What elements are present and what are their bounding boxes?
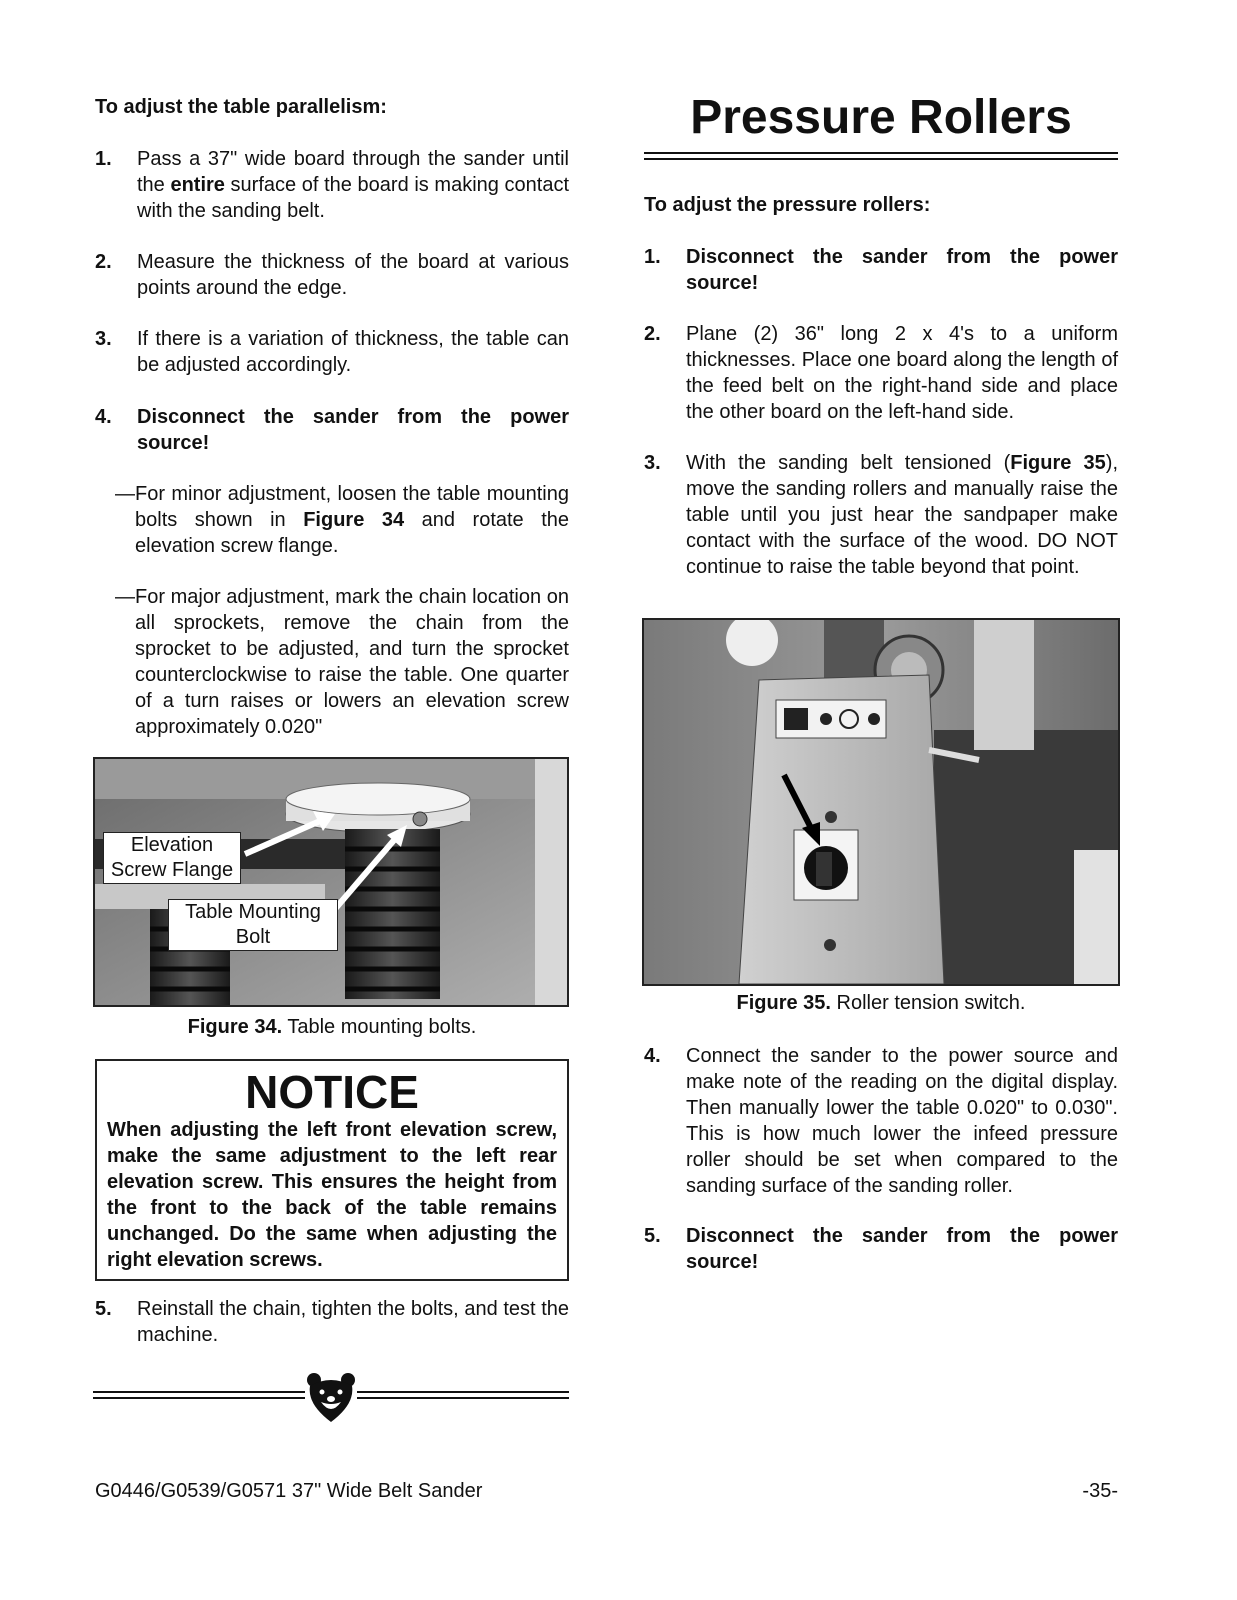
roller-step-1: 1. Disconnect the sander from the power source! bbox=[644, 246, 1118, 294]
parallel-step-5: 5. Reinstall the chain, tighten the bolts, and test the machine. bbox=[95, 1298, 569, 1346]
footer-model-name: G0446/G0539/G0571 37" Wide Belt Sander bbox=[95, 1480, 483, 1502]
figure-35-photo bbox=[642, 618, 1120, 986]
bear-head-icon bbox=[305, 1372, 357, 1424]
roller-step-4: 4. Connect the sander to the power source and make note of the reading on the digital display. Then manually lower the table 0.020" to 0.030". This is how much lower the infeed pressure roller should be set when compared to the sanding surface of the sanding roller. bbox=[644, 1045, 1118, 1197]
pressure-rollers-heading: To adjust the pressure rollers: bbox=[644, 194, 931, 216]
notice-box bbox=[95, 1059, 569, 1281]
parallel-step-2: 2. Measure the thickness of the board at various points around the edge. bbox=[95, 251, 569, 299]
parallelism-heading: To adjust the table parallelism: bbox=[95, 96, 387, 118]
roller-step-2: 2. Plane (2) 36" long 2 x 4's to a uniform thicknesses. Place one board along the length of the feed belt on the right-hand side and place the other board on the left-hand side. bbox=[644, 323, 1118, 423]
parallel-step-3: 3. If there is a variation of thickness, the table can be adjusted accordingly. bbox=[95, 328, 569, 376]
page-title: Pressure Rollers bbox=[690, 91, 1072, 144]
roller-tension-switch-photo bbox=[644, 620, 1118, 984]
footer-rule-left bbox=[93, 1391, 305, 1399]
roller-step-5: 5. Disconnect the sander from the power source! bbox=[644, 1225, 1118, 1273]
notice-body: When adjusting the left front elevation screw, make the same adjustment to the left rear elevation screw. This ensures the height from the front to the back of the table remains unchanged. Do the same when adjusting the right elevation screws. bbox=[107, 1119, 557, 1271]
footer-rule-right bbox=[357, 1391, 569, 1399]
parallel-step-1: 1. Pass a 37" wide board through the sander until the entire surface of the board is making contact with the sanding belt. bbox=[95, 148, 570, 222]
elevation-screw-flange-callout: Elevation Screw Flange bbox=[103, 832, 241, 884]
title-rule bbox=[644, 152, 1118, 160]
footer-page-number: -35- bbox=[1082, 1480, 1118, 1502]
notice-title: NOTICE bbox=[245, 1066, 419, 1118]
roller-step-3: 3. With the sanding belt tensioned (Figure 35), move the sanding rollers and manually raise the table until you just hear the sandpaper make contact with the surface of the wood. DO NOT continue to raise the table beyond that point. bbox=[644, 452, 1118, 578]
minor-adjustment-item: — For minor adjustment, loosen the table mounting bolts shown in Figure 34 and rotate the elevation screw flange. bbox=[115, 483, 570, 557]
figure-34-caption: Figure 34. Table mounting bolts. bbox=[187, 1016, 477, 1038]
figure-35-caption: Figure 35. Roller tension switch. bbox=[736, 992, 1026, 1014]
parallel-step-4: 4. Disconnect the sander from the power source! bbox=[95, 406, 569, 454]
major-adjustment-item: — For major adjustment, mark the chain location on all sprockets, remove the chain from the sprocket to be adjusted, and turn the sprocket counterclockwise to raise the table. One quarter of a turn raises or lowers an elevation screw approximately 0.020" bbox=[115, 586, 569, 738]
table-mounting-bolt-callout: Table Mounting Bolt bbox=[168, 899, 338, 951]
